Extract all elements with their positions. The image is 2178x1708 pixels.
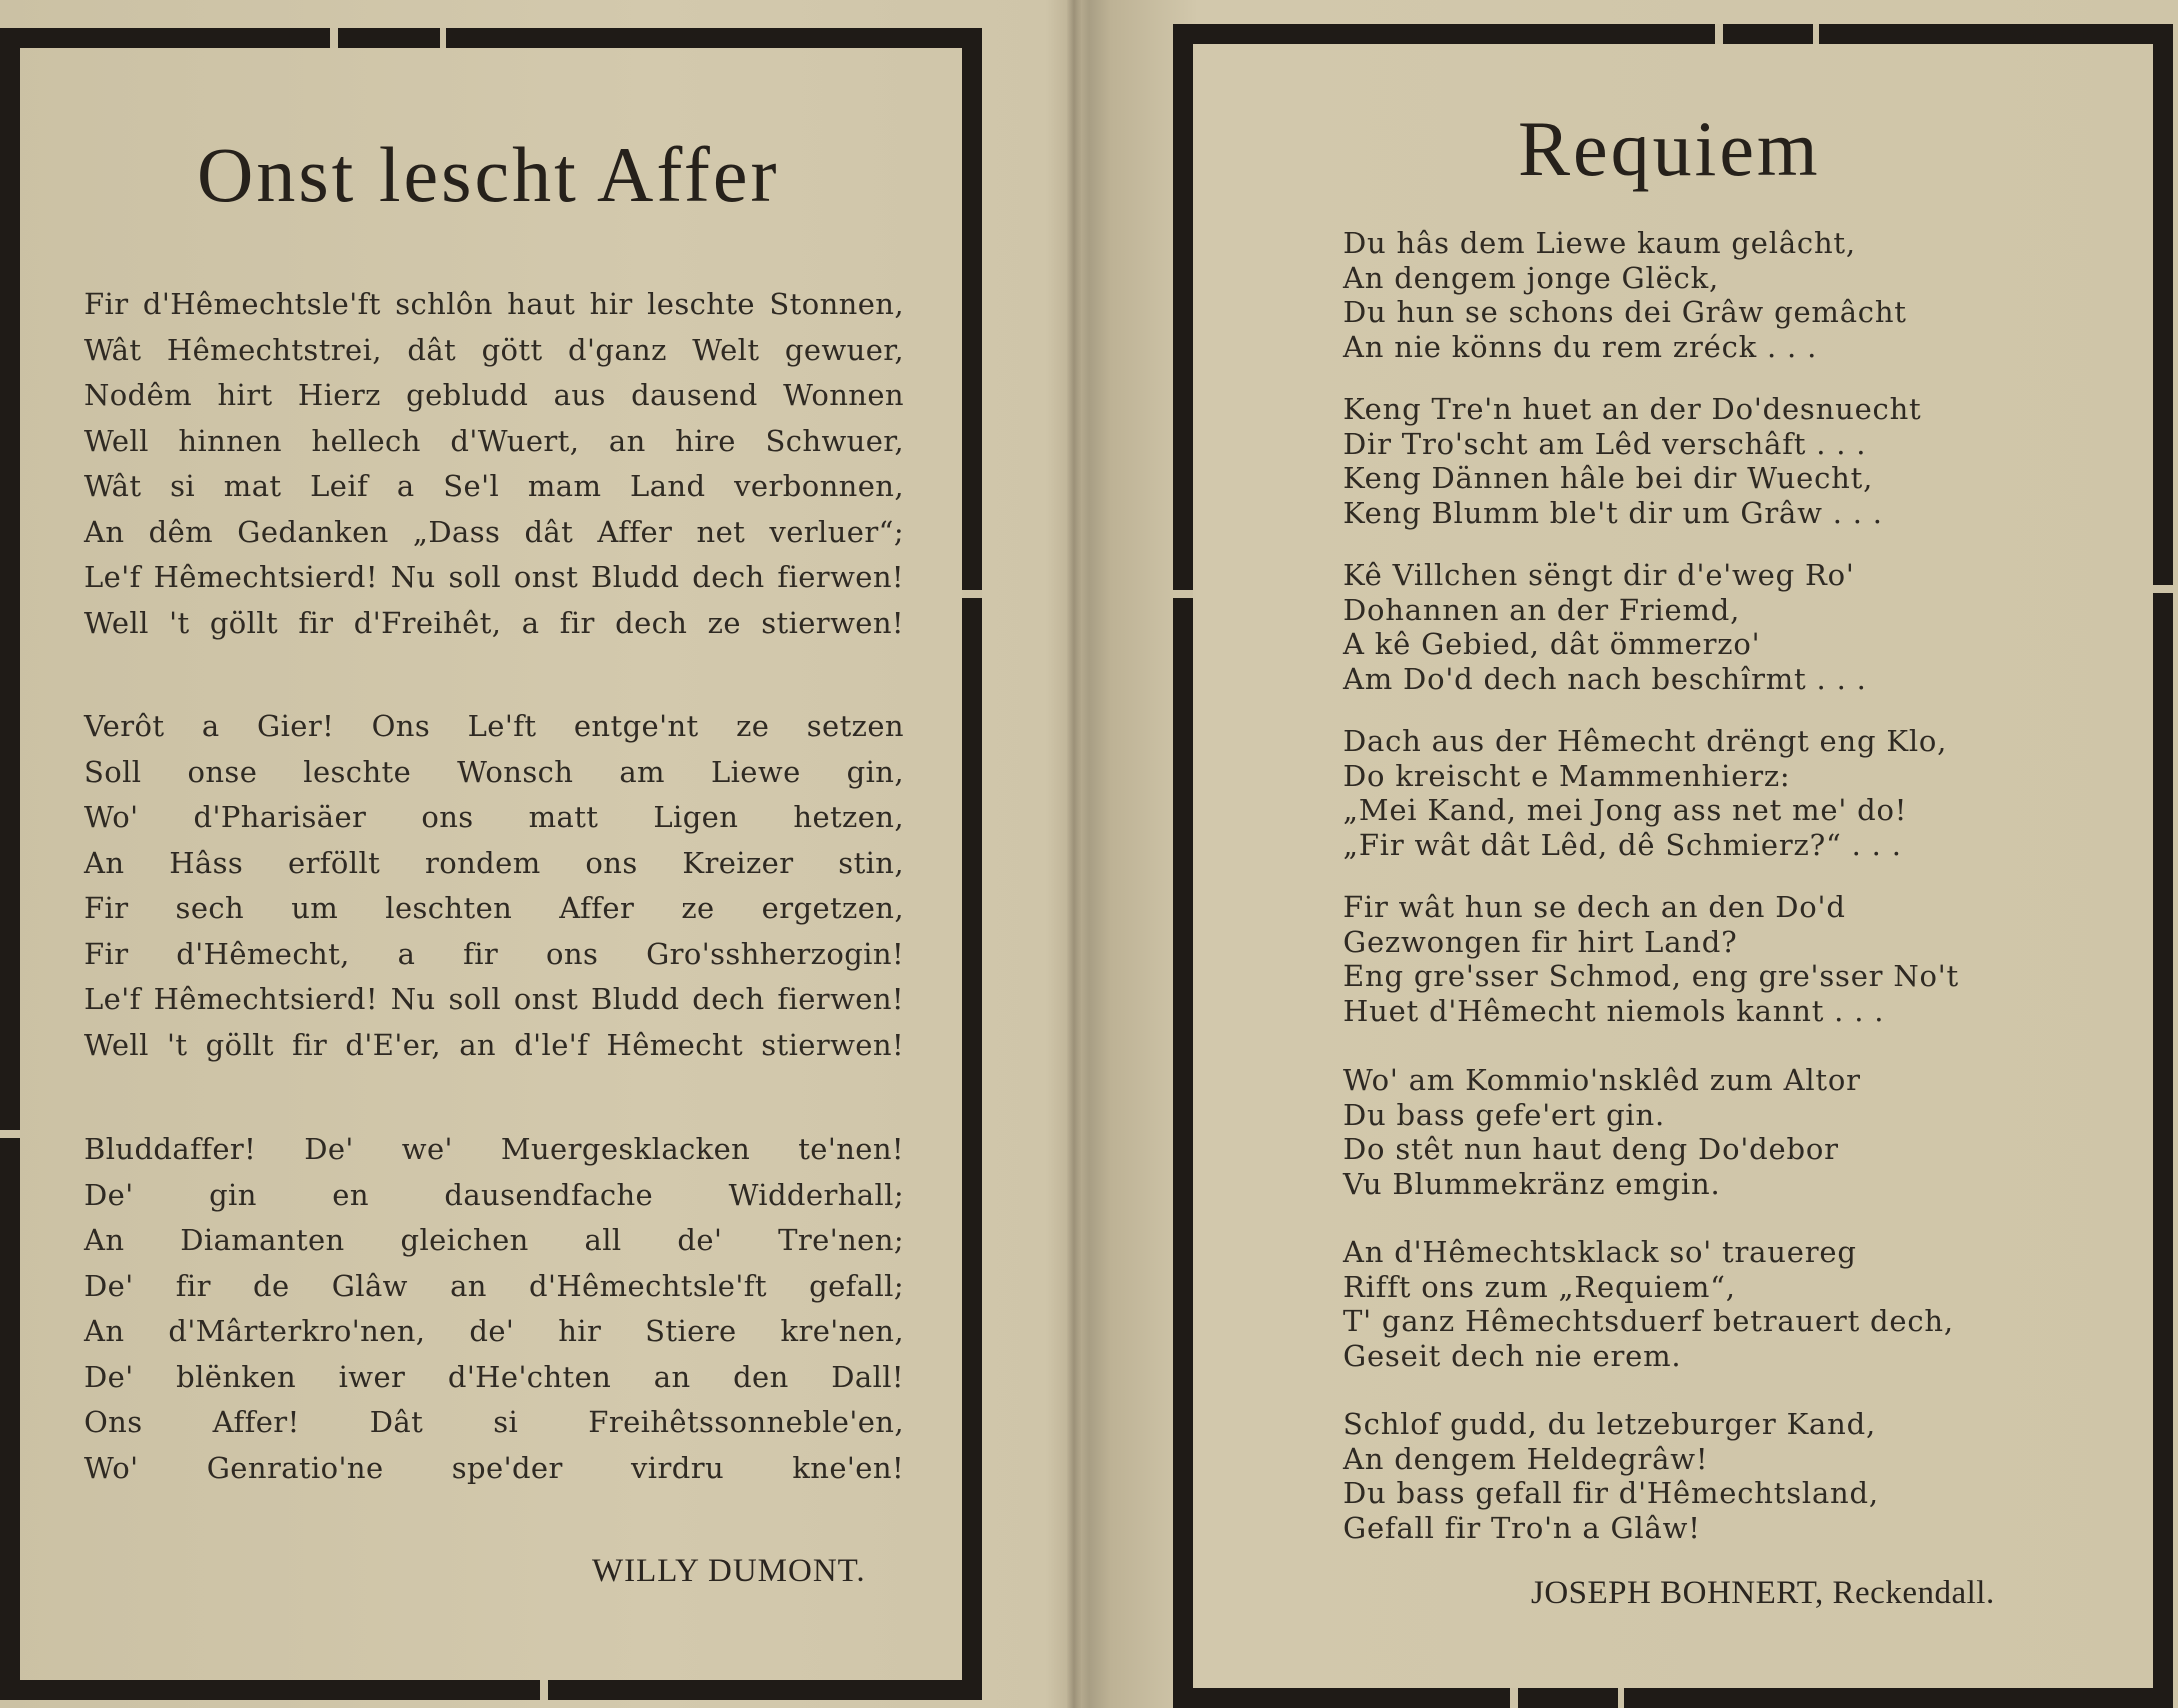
poem-line: Wât si mat Leif a Se'l mam Land verbonnen, — [84, 469, 904, 503]
poem-line: Rifft ons zum „Requiem“, — [1343, 1269, 1736, 1304]
poem-line: Du bass gefe'ert gin. — [1343, 1097, 1666, 1132]
book-gutter — [1067, 0, 1081, 1708]
poem-line: Am Do'd dech nach beschîrmt . . . — [1343, 661, 1867, 696]
poem-line: Do stêt nun haut deng Do'debor — [1343, 1132, 1839, 1166]
left-stanza-3 — [84, 1127, 904, 1491]
poem-line: Du hâs dem Liewe kaum gelâcht, — [1343, 226, 1856, 260]
poem-line: An nie könns du rem zréck . . . — [1343, 329, 1818, 364]
poem-line: Eng gre'sser Schmod, eng gre'sser No't — [1343, 959, 1959, 993]
poem-line: Soll onse leschte Wonsch am Liewe gin, — [84, 754, 904, 789]
poem-line: Keng Blumm ble't dir um Grâw . . . — [1343, 495, 1883, 530]
poem-line: Keng Tre'n huet an der Do'desnuecht — [1343, 392, 1922, 426]
frame-notch — [0, 1130, 20, 1138]
poem-line: De' fir de Glâw an d'Hêmechtsle'ft gefall; — [84, 1268, 904, 1303]
left-stanza-2 — [84, 704, 904, 1068]
poem-line: Verôt a Gier! Ons Le'ft entge'nt ze setzen — [84, 709, 904, 743]
right-stanza-3 — [1343, 558, 1867, 696]
poem-line: An dengem jonge Glëck, — [1343, 260, 1719, 295]
right-stanza-4 — [1343, 724, 1947, 862]
poem-line: „Fir wât dât Lêd, dê Schmierz?“ . . . — [1343, 827, 1902, 862]
poem-title-right: Requiem — [1518, 105, 1821, 192]
poem-line: Dach aus der Hêmecht drëngt eng Klo, — [1343, 724, 1948, 758]
poem-line: An Hâss erföllt rondem ons Kreizer stin, — [84, 845, 904, 880]
poem-line: Ons Affer! Dât si Freihêtssonneble'en, — [84, 1405, 904, 1439]
right-stanza-1 — [1343, 226, 1907, 364]
poem-line: Le'f Hêmechtsierd! Nu soll onst Bludd dech fierwen! — [84, 560, 904, 594]
poem-line: Wât Hêmechtstrei, dât gött d'ganz Welt gewuer, — [84, 332, 904, 367]
poem-line: Fir d'Hêmecht, a fir ons Gro'sshherzogin! — [84, 936, 904, 971]
right-stanza-7 — [1343, 1235, 1954, 1373]
frame-notch — [2153, 585, 2173, 593]
poem-line: Bluddaffer! De' we' Muergesklacken te'nen! — [84, 1132, 904, 1166]
poem-line: Du hun se schons dei Grâw gemâcht — [1343, 295, 1907, 329]
frame-notch — [440, 28, 446, 48]
poem-line: Huet d'Hêmecht niemols kannt . . . — [1343, 993, 1885, 1028]
poem-line: Fir wât hun se dech an den Do'd — [1343, 890, 1846, 924]
poem-line: An dengem Heldegrâw! — [1343, 1441, 1709, 1476]
poem-title-left: Onst lescht Affer — [197, 131, 780, 218]
poem-line: Well hinnen hellech d'Wuert, an hire Schwuer, — [84, 423, 904, 458]
poem-line: Nodêm hirt Hierz gebludd aus dausend Wonnen — [84, 378, 904, 412]
poem-line: An dêm Gedanken „Dass dât Affer net verluer“; — [84, 514, 904, 549]
left-stanza-1 — [84, 282, 904, 646]
poem-line: Le'f Hêmechtsierd! Nu soll onst Bludd dech fierwen! — [84, 982, 904, 1016]
poem-line: De' gin en dausendfache Widderhall; — [84, 1177, 904, 1212]
poem-line: Vu Blummekränz emgin. — [1343, 1166, 1721, 1201]
poem-line: Kê Villchen sëngt dir d'e'weg Ro' — [1343, 558, 1855, 592]
poem-line: Gefall fir Tro'n a Glâw! — [1343, 1510, 1701, 1545]
poem-line: An d'Hêmechtsklack so' trauereg — [1343, 1235, 1857, 1269]
frame-notch — [1173, 590, 1193, 598]
poem-line: Gezwongen fir hirt Land? — [1343, 924, 1738, 959]
poem-line: Do kreischt e Mammenhierz: — [1343, 758, 1791, 793]
poem-line: Wo' Genratio'ne spe'der virdru kne'en! — [84, 1450, 904, 1485]
poem-line: Wo' d'Pharisäer ons matt Ligen hetzen, — [84, 800, 904, 834]
frame-notch — [962, 590, 982, 598]
right-stanza-6 — [1343, 1063, 1861, 1201]
frame-notch — [1510, 1688, 1518, 1708]
poem-line: Du bass gefall fir d'Hêmechtsland, — [1343, 1476, 1879, 1510]
frame-notch — [1618, 1688, 1624, 1708]
poem-line: An Diamanten gleichen all de' Tre'nen; — [84, 1223, 904, 1257]
poem-line: Well 't göllt fir d'E'er, an d'le'f Hêmecht stierwen! — [84, 1027, 904, 1062]
frame-notch — [330, 28, 338, 48]
poem-line: Fir sech um leschten Affer ze ergetzen, — [84, 891, 904, 925]
poem-line: Keng Dännen hâle bei dir Wuecht, — [1343, 461, 1874, 495]
poem-line: Schlof gudd, du letzeburger Kand, — [1343, 1407, 1876, 1441]
poem-line: „Mei Kand, mei Jong ass net me' do! — [1343, 793, 1908, 827]
poem-line: Geseit dech nie erem. — [1343, 1338, 1682, 1373]
poem-line: A kê Gebied, dât ömmerzo' — [1343, 627, 1761, 661]
right-stanza-8 — [1343, 1407, 1879, 1545]
poem-line: Dohannen an der Friemd, — [1343, 592, 1741, 627]
poem-line: De' blënken iwer d'He'chten an den Dall! — [84, 1359, 904, 1394]
poem-line: Fir d'Hêmechtsle'ft schlôn haut hir leschte Stonnen, — [84, 287, 904, 321]
right-stanza-5 — [1343, 890, 1959, 1028]
poem-line: Wo' am Kommio'nsklêd zum Altor — [1343, 1063, 1861, 1097]
frame-notch — [1715, 24, 1723, 44]
right-stanza-2 — [1343, 392, 1922, 530]
author-signature-right: JOSEPH BOHNERT, Reckendall. — [1531, 1575, 1995, 1611]
frame-notch — [1813, 24, 1819, 44]
poem-line: An d'Mârterkro'nen, de' hir Stiere kre'nen, — [84, 1314, 904, 1348]
poem-line: Dir Tro'scht am Lêd verschâft . . . — [1343, 426, 1867, 461]
author-signature-left: WILLY DUMONT. — [592, 1553, 866, 1589]
frame-notch — [540, 1680, 548, 1700]
poem-line: Well 't göllt fir d'Freihêt, a fir dech ze stierwen! — [84, 605, 904, 640]
poem-line: T' ganz Hêmechtsduerf betrauert dech, — [1343, 1304, 1954, 1338]
